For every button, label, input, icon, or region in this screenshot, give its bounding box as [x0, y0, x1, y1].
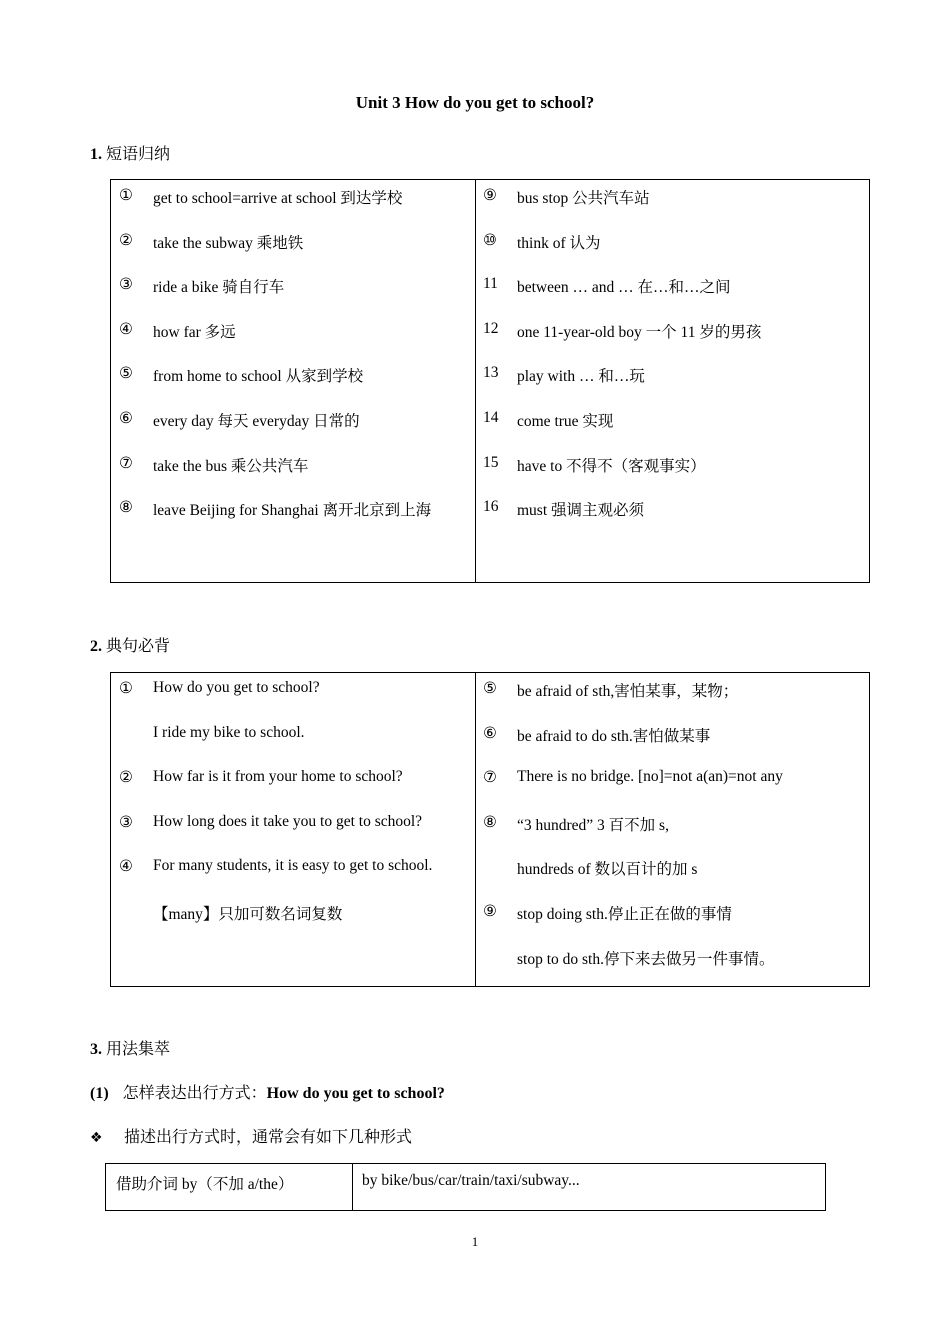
sentence-left-marker: ②	[119, 769, 133, 787]
section-2-number: 2.	[90, 638, 102, 655]
sentence-left-text: 【many】只加可数名词复数	[153, 906, 343, 923]
phrase-left-text: how far 多远	[153, 323, 236, 341]
sentence-left-text: For many students, it is easy to get to school.	[153, 857, 433, 875]
page-title: Unit 3 How do you get to school?	[355, 93, 595, 112]
phrase-table-divider	[475, 180, 476, 582]
phrase-left-marker: ⑥	[119, 410, 133, 427]
phrase-right-text: between … and … 在…和…之间	[517, 279, 731, 297]
sentence-left-text: I ride my bike to school.	[153, 723, 305, 741]
sentence-table	[110, 672, 870, 987]
sentence-right-text: “3 hundred” 3 百不加 s,	[517, 816, 669, 834]
phrase-right-text: think of 认为	[517, 234, 601, 252]
phrase-right-marker: 12	[483, 319, 499, 337]
sentence-right-text: be afraid to do sth.害怕做某事	[517, 727, 711, 745]
phrase-right-marker: 13	[483, 364, 499, 382]
phrase-right-marker: 14	[483, 409, 499, 426]
sentence-right-marker: ⑧	[483, 813, 497, 831]
section-3-heading	[90, 1036, 170, 1059]
phrase-left-text: from home to school 从家到学校	[153, 368, 364, 386]
travel-mode-type-cell: 借助介词 by（不加 a/the）	[116, 1176, 294, 1193]
phrase-table	[110, 179, 870, 583]
phrase-right-text: bus stop 公共汽车站	[517, 190, 650, 207]
phrase-left-marker: ④	[119, 320, 133, 338]
phrase-right-text: play with … 和…玩	[517, 368, 645, 386]
phrase-right-text: come true 实现	[517, 413, 614, 430]
usage-subheading	[90, 1080, 445, 1103]
phrase-left-text: get to school=arrive at school 到达学校	[153, 190, 403, 207]
usage-sub-number: (1)	[90, 1085, 109, 1102]
sentence-right-text: stop doing sth.停止正在做的事情	[517, 906, 732, 923]
phrase-left-marker: ②	[119, 231, 133, 249]
sentence-right-marker: ⑤	[483, 680, 497, 697]
sentence-left-text: How do you get to school?	[153, 679, 320, 696]
sentence-left-marker: ①	[119, 680, 133, 697]
section-3-label: 用法集萃	[106, 1041, 171, 1058]
phrase-left-text: take the bus 乘公共汽车	[153, 457, 309, 475]
usage-sub-question: How do you get to school?	[266, 1085, 445, 1102]
section-1-heading	[90, 141, 170, 164]
phrase-right-marker: 11	[483, 275, 498, 293]
sentence-right-text: stop to do sth.停下来去做另一件事情。	[517, 950, 775, 968]
usage-sub-text: 怎样表达出行方式：	[122, 1085, 267, 1102]
section-1-number: 1.	[90, 146, 102, 163]
sentence-right-marker: ⑥	[483, 724, 497, 742]
phrase-right-marker: ⑩	[483, 231, 497, 249]
phrase-left-text: take the subway 乘地铁	[153, 234, 304, 252]
sentence-table-divider	[475, 673, 476, 986]
sentence-right-text: There is no bridge. [no]=not a(an)=not any	[517, 768, 783, 786]
sentence-left-marker: ③	[119, 813, 133, 831]
sentence-right-marker: ⑦	[483, 769, 497, 787]
phrase-left-text: ride a bike 骑自行车	[153, 279, 285, 297]
phrase-right-text: one 11-year-old boy 一个 11 岁的男孩	[517, 323, 762, 341]
section-2-heading	[90, 633, 170, 656]
phrase-left-marker: ③	[119, 276, 133, 294]
phrase-right-marker: 16	[483, 498, 499, 516]
section-2-label: 典句必背	[106, 638, 171, 655]
phrase-left-marker: ⑦	[119, 454, 133, 472]
diamond-bullet-icon: ❖	[90, 1130, 103, 1146]
phrase-left-marker: ⑧	[119, 499, 133, 517]
phrase-left-text: leave Beijing for Shanghai 离开北京到上海	[153, 502, 432, 520]
usage-bullet-text: 描述出行方式时，通常会有如下几种形式	[124, 1129, 413, 1146]
section-1-label: 短语归纳	[106, 146, 171, 163]
sentence-right-text: be afraid of sth,害怕某事，某物；	[517, 683, 739, 700]
phrase-left-text: every day 每天 everyday 日常的	[153, 413, 360, 430]
usage-bullet	[90, 1124, 412, 1147]
section-3-number: 3.	[90, 1041, 102, 1058]
travel-mode-example-cell: by bike/bus/car/train/taxi/subway...	[362, 1172, 580, 1189]
page-number: 1	[471, 1234, 479, 1249]
phrase-right-text: have to 不得不（客观事实）	[517, 457, 706, 475]
travel-mode-table-divider	[352, 1164, 353, 1210]
sentence-right-text: hundreds of 数以百计的加 s	[517, 861, 698, 879]
phrase-right-marker: 15	[483, 453, 499, 471]
phrase-left-marker: ⑤	[119, 365, 133, 383]
phrase-right-marker: ⑨	[483, 187, 497, 204]
phrase-left-marker: ①	[119, 187, 133, 204]
sentence-left-marker: ④	[119, 858, 133, 876]
sentence-right-marker: ⑨	[483, 903, 497, 920]
sentence-left-text: How long does it take you to get to school?	[153, 812, 423, 830]
travel-mode-table	[105, 1163, 826, 1211]
phrase-right-text: must 强调主观必须	[517, 502, 645, 520]
sentence-left-text: How far is it from your home to school?	[153, 768, 403, 786]
